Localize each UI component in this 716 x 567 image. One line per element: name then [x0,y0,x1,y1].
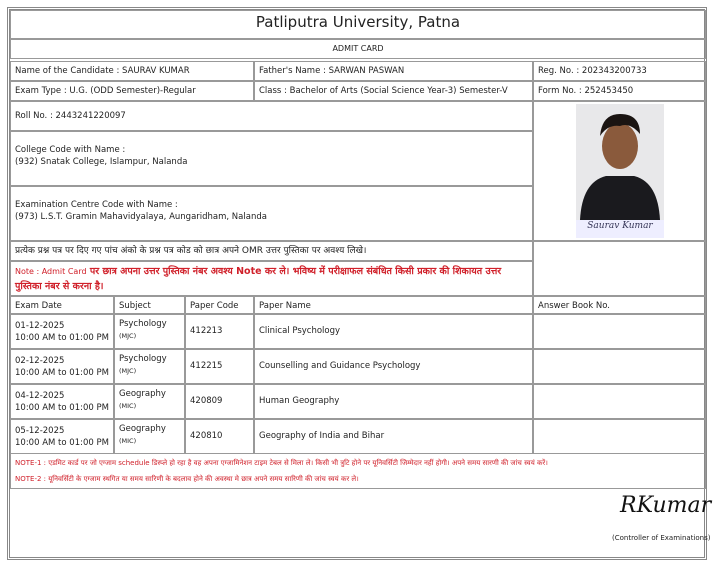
answer-book-no[interactable] [533,349,706,384]
doc-title: ADMIT CARD [10,39,706,59]
controller-label: (Controller of Examinations) [612,534,711,542]
blank-cell [533,241,706,296]
paper-name: Human Geography [254,384,533,419]
exam-date [10,314,114,349]
paper-code: 420810 [185,419,254,454]
exam-centre [10,186,533,241]
exam-date [10,349,114,384]
centre-value: (973) L.S.T. Gramin Mahavidyalaya, Aungaridham, Nalanda [15,212,267,222]
paper-code: 412213 [185,314,254,349]
candidate-signature: Saurav Kumar [576,220,664,238]
note-2: NOTE-2 : यूनिवर्सिटी के एग्जाम स्थगित या समय सारिणी के बदलाव होने की अवस्था मे छात्र अपने समय सारिणी की जांच स्वयं कर ले। [15,475,359,483]
subject [114,314,185,349]
paper-name: Counselling and Guidance Psychology [254,349,533,384]
form-no: Form No. : 252453450 [533,81,706,101]
subject-type: (MIC) [119,402,137,410]
exam-date [10,384,114,419]
note-1: NOTE-1 : एडमिट कार्ड पर जो एग्जाम schedule डिस्प्ले हो रहा है वह अपना एग्जामिनेशन टाइम टेबल से मिला ले। किसी भी त्रुटि होने पर यूनिवर्सिटी जिम्मेदार नहीं होगी। अपने समय सारणी की जांच स्वयं करें। [15,459,548,467]
paper-name: Geography of India and Bihar [254,419,533,454]
date: 02-12-2025 [15,356,65,366]
time: 10:00 AM to 01:00 PM [15,438,109,448]
reg-no: Reg. No. : 202343200733 [533,61,706,81]
subject [114,419,185,454]
time: 10:00 AM to 01:00 PM [15,368,109,378]
note-text: पर छात्र अपना उत्तर पुस्तिका नंबर अवश्य Note कर ले। भविष्य में परीक्षाफल संबंधित किसी प्रकार की शिकायत उत्तर पुस्तिका नंबर से करना है। [15,266,502,292]
header-name: Paper Name [254,296,533,314]
date: 05-12-2025 [15,426,65,436]
instruction: प्रत्येक प्रश्न पत्र पर दिए गए पांच अंको के प्रश्न पत्र कोड को छात्र अपने OMR उत्तर पुस्तिका पर अवश्य लिखे। [10,241,533,261]
note [10,261,533,296]
subject-type: (MJC) [119,332,137,340]
subject-type: (MIC) [119,437,137,445]
exam-type: Exam Type : U.G. (ODD Semester)-Regular [10,81,254,101]
university-title: Patliputra University, Patna [10,10,706,39]
header-subject: Subject [114,296,185,314]
college [10,131,533,186]
subject-name: Psychology [119,354,167,364]
header-answer: Answer Book No. [533,296,706,314]
time: 10:00 AM to 01:00 PM [15,403,109,413]
photo-cell [533,101,706,241]
time: 10:00 AM to 01:00 PM [15,333,109,343]
header-code: Paper Code [185,296,254,314]
paper-code: 412215 [185,349,254,384]
answer-book-no[interactable] [533,419,706,454]
candidate-name: Name of the Candidate : SAURAV KUMAR [10,61,254,81]
answer-book-no[interactable] [533,314,706,349]
answer-book-no[interactable] [533,384,706,419]
subject-type: (MJC) [119,367,137,375]
subject-name: Geography [119,389,166,399]
class: Class : Bachelor of Arts (Social Science Year-3) Semester-V [254,81,533,101]
paper-code: 420809 [185,384,254,419]
college-value: (932) Snatak College, Islampur, Nalanda [15,157,188,167]
subject-name: Psychology [119,319,167,329]
subject [114,349,185,384]
college-label: College Code with Name : [15,145,126,155]
date: 01-12-2025 [15,321,65,331]
date: 04-12-2025 [15,391,65,401]
paper-name: Clinical Psychology [254,314,533,349]
centre-label: Examination Centre Code with Name : [15,200,178,210]
header-date: Exam Date [10,296,114,314]
controller-signature: RKumar [620,493,712,518]
subject-name: Geography [119,424,166,434]
roll-no: Roll No. : 2443241220097 [10,101,533,131]
notes [10,453,706,489]
exam-date [10,419,114,454]
subject [114,384,185,419]
candidate-photo [576,104,664,220]
note-prefix: Note : Admit Card [15,267,87,276]
father-name: Father's Name : SARWAN PASWAN [254,61,533,81]
